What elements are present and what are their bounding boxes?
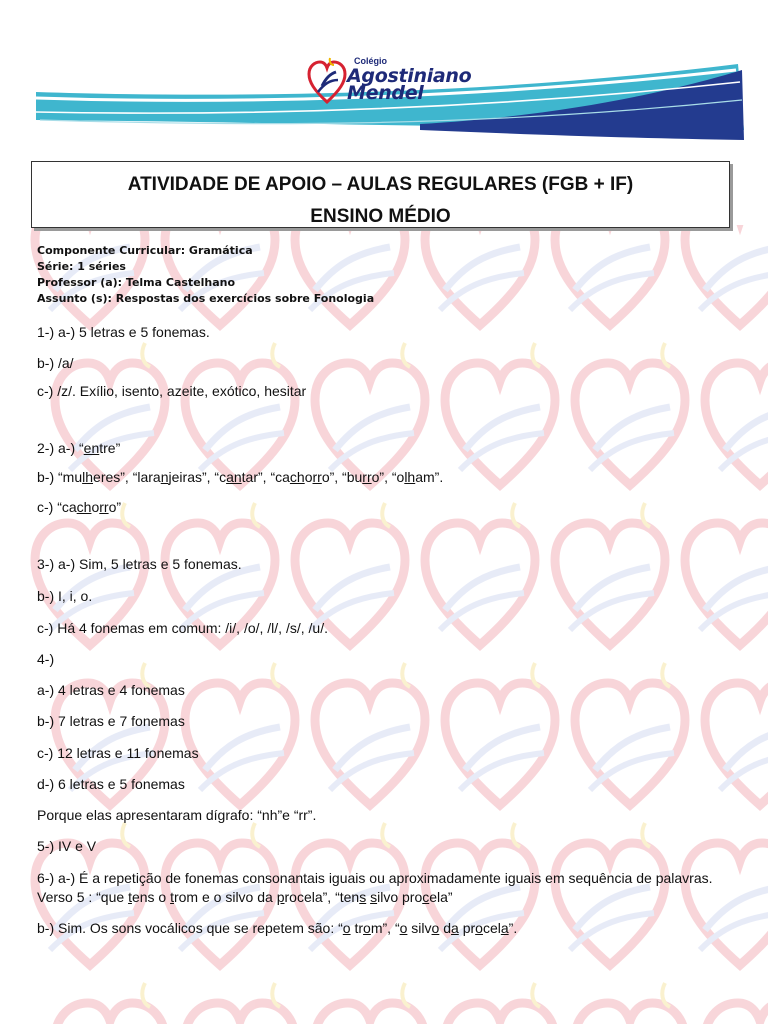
logo-small-text: Colégio	[354, 56, 387, 66]
underlined-segment: o	[475, 920, 483, 936]
answer-line	[37, 869, 727, 907]
text-segment: o	[304, 469, 313, 485]
answer-line	[37, 440, 120, 456]
answer-line	[37, 556, 242, 572]
watermark-heart-icon	[575, 343, 685, 485]
text-segment: Porque elas apresentaram dígrafo: “nh”e “rr”.	[37, 807, 317, 823]
underlined-segment: o	[399, 920, 408, 936]
answer-line	[37, 355, 74, 371]
logo-heart-icon	[306, 56, 348, 106]
watermark-heart-icon	[312, 343, 425, 485]
underlined-segment: o	[363, 920, 371, 936]
text-segment: o”, “bu	[321, 469, 363, 485]
underlined-segment: ch	[76, 499, 92, 515]
underlined-segment: o	[431, 920, 440, 936]
underlined-segment: ch	[289, 469, 305, 485]
text-segment: b-) I, i, o.	[37, 588, 93, 604]
text-segment: a-) 4 letras e 4 fonemas	[37, 682, 185, 698]
answer-line	[37, 620, 328, 636]
watermark-heart-icon	[575, 983, 685, 1024]
text-segment: eres”, “lara	[93, 469, 161, 485]
text-segment: as”, “c	[187, 469, 227, 485]
title-line1: ATIVIDADE DE APOIO – AULAS REGULARES (FGB + IF)	[127, 174, 634, 195]
text-segment: b-) “mu	[37, 469, 83, 485]
watermark-heart-icon	[705, 663, 768, 805]
meta-componente: Componente Curricular: Gramática	[37, 244, 253, 257]
watermark-heart-icon	[425, 503, 535, 645]
answer-line	[37, 920, 517, 936]
school-logo	[306, 56, 476, 110]
logo-line1: Agostiniano	[347, 65, 472, 87]
underlined-segment: p	[276, 889, 285, 905]
title-line2: ENSINO MÉDIO	[310, 206, 451, 227]
text-segment: 5-) IV e V	[37, 838, 97, 854]
text-segment: d	[439, 920, 452, 936]
watermark-heart-icon	[685, 503, 768, 645]
text-segment: rocela”, “ten	[284, 889, 360, 905]
underlined-segment: rr	[312, 469, 322, 485]
text-segment: d-) 6 letras e 5 fonemas	[37, 776, 185, 792]
underlined-segment: lh	[404, 469, 416, 485]
watermark-heart-icon	[315, 663, 425, 805]
watermark-heart-icon	[55, 983, 165, 1024]
text-segment: o”	[108, 499, 122, 515]
text-segment: 2-) a-) “	[37, 440, 84, 456]
watermark-heart-icon	[315, 983, 425, 1024]
underlined-segment: o	[342, 920, 351, 936]
text-segment: pr	[458, 920, 476, 936]
text-segment: o	[91, 499, 100, 515]
text-segment: rom e o silvo da	[173, 889, 277, 905]
underlined-segment: t	[170, 889, 174, 905]
text-segment: m”, “	[370, 920, 400, 936]
text-segment: silv	[407, 920, 432, 936]
watermark-heart-icon	[185, 983, 295, 1024]
watermark-heart-icon	[185, 663, 295, 805]
text-segment: tre”	[99, 440, 121, 456]
title-box	[31, 161, 730, 228]
watermark-heart-icon	[425, 225, 535, 325]
underlined-segment: rr	[362, 469, 372, 485]
underlined-segment: s	[370, 889, 378, 905]
logo-line2: Mendel	[347, 82, 424, 104]
text-segment: 3-) a-) Sim, 5 letras e 5 fonemas.	[37, 556, 242, 572]
text-segment: tar”, “ca	[241, 469, 290, 485]
text-segment: am”.	[415, 469, 444, 485]
text-segment: cel	[482, 920, 501, 936]
underlined-segment: s	[359, 889, 367, 905]
answer-line	[37, 838, 96, 854]
meta-professor: Professor (a): Telma Castelhano	[37, 276, 236, 289]
answer-line	[37, 713, 185, 729]
answer-line	[37, 745, 199, 761]
meta-assunto: Assunto (s): Respostas dos exercícios sobre Fonologia	[37, 292, 375, 305]
text-segment: 4-)	[37, 651, 55, 667]
text-segment: b-) Sim. Os sons vocálicos que se repetem são: “	[37, 920, 343, 936]
metadata-block	[37, 243, 374, 307]
watermark-heart-icon	[555, 225, 665, 325]
text-segment: ilvo pro	[377, 889, 423, 905]
watermark-heart-icon	[555, 503, 665, 645]
underlined-segment: a	[500, 920, 509, 936]
text-segment: c-) “ca	[37, 499, 77, 515]
text-segment: c-) Há 4 fonemas em comum: /i/, /o/, /l/, /s/, /u/.	[37, 620, 328, 636]
underlined-segment: n	[160, 469, 169, 485]
answer-line	[37, 469, 443, 485]
text-segment: c-) /z/. Exílio, isento, azeite, exótico, hesitar	[37, 383, 307, 399]
underlined-segment: lh	[82, 469, 94, 485]
underlined-segment: t	[128, 889, 132, 905]
answer-line	[37, 383, 306, 399]
underlined-segment: c	[422, 889, 430, 905]
text-segment: o”, “o	[371, 469, 405, 485]
watermark-heart-icon	[705, 343, 768, 485]
text-segment: c-) 12 letras e 11 fonemas	[37, 745, 199, 761]
underlined-segment: an	[226, 469, 242, 485]
text-segment: 1-) a-) 5 letras e 5 fonemas.	[37, 324, 210, 340]
answer-line	[37, 588, 92, 604]
watermark-heart-icon	[685, 225, 768, 325]
text-segment: b-) 7 letras e 7 fonemas	[37, 713, 185, 729]
watermark-heart-icon	[575, 663, 685, 805]
watermark-heart-icon	[445, 343, 555, 485]
watermark-heart-icon	[185, 343, 295, 485]
underlined-segment: en	[83, 440, 100, 456]
answer-line	[37, 499, 121, 515]
text-segment: ”.	[508, 920, 518, 936]
watermark-heart-icon	[445, 983, 555, 1024]
answer-line	[37, 651, 54, 667]
text-segment: ir	[179, 469, 188, 485]
meta-serie: Série: 1 séries	[37, 260, 126, 273]
text-segment: 6-) a-) É a repetição de fonemas consonantais iguais ou aproximadamente iguais em sequência de palavras. Verso 5 : “que	[37, 870, 713, 905]
text-segment: ens o	[131, 889, 171, 905]
underlined-segment: rr	[99, 499, 109, 515]
text-segment: b-) /a/	[37, 355, 74, 371]
answer-line	[37, 807, 316, 823]
underlined-segment: a	[451, 920, 459, 936]
text-segment: je	[168, 469, 180, 485]
text-segment: tr	[350, 920, 364, 936]
watermark-heart-icon	[705, 983, 768, 1024]
answer-line	[37, 776, 185, 792]
answer-line	[37, 324, 210, 340]
text-segment: ela”	[429, 889, 453, 905]
answer-line	[37, 682, 185, 698]
watermark-heart-icon	[445, 663, 555, 805]
